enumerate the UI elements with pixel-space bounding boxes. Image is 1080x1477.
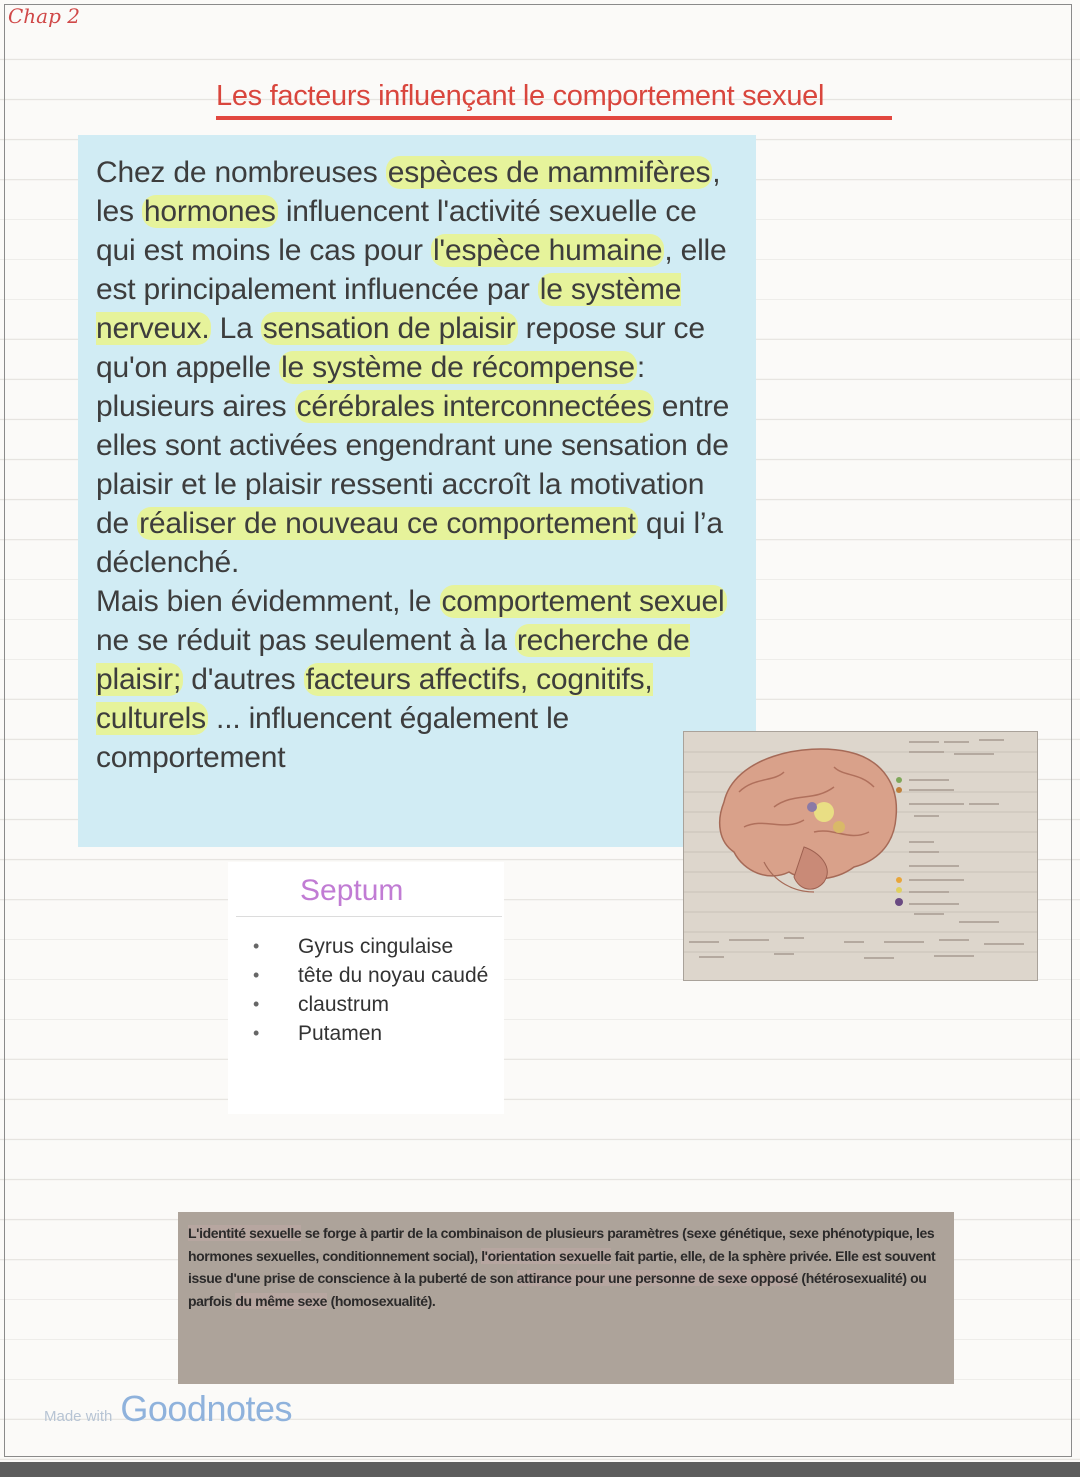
text-run: (homosexualité). bbox=[327, 1292, 436, 1309]
highlighted-phrase: comportement sexuel bbox=[441, 585, 725, 618]
text-run: , elle est principalement influencée par bbox=[96, 234, 727, 306]
bullet-icon: • bbox=[253, 936, 260, 956]
note-divider bbox=[236, 916, 502, 917]
highlighted-phrase: sensation de plaisir bbox=[262, 312, 516, 345]
brain-sketch-icon bbox=[684, 732, 1038, 981]
text-run: ... influencent également le comportement bbox=[96, 702, 570, 774]
text-run: fait partie, elle, de la sphère privée. Elle est souvent issue d'une prise de conscience à la puberté de son bbox=[188, 1247, 936, 1286]
text-run: influencent l'activité sexuelle ce qui est moins le cas pour bbox=[96, 195, 697, 267]
highlighted-phrase: du même sexe bbox=[235, 1292, 328, 1309]
highlighted-phrase: espèces de mammifères bbox=[387, 156, 711, 189]
brain-diagram-photo bbox=[683, 731, 1038, 981]
list-item: • Putamen bbox=[298, 1019, 498, 1048]
highlighted-phrase: L'identité sexuelle bbox=[188, 1225, 302, 1241]
identity-paragraph bbox=[188, 1222, 958, 1312]
text-run: , les bbox=[96, 156, 721, 228]
text-run: ne se réduit pas seulement à la bbox=[96, 624, 515, 657]
bullet-icon: • bbox=[253, 994, 260, 1014]
text-run: : plusieurs aires bbox=[96, 351, 645, 423]
list-item: • tête du noyau caudé bbox=[298, 961, 498, 990]
septum-note-list bbox=[253, 932, 498, 1048]
highlighted-phrase: le système de récompense bbox=[281, 351, 635, 384]
highlighted-phrase: recherche de plaisir; bbox=[96, 624, 690, 696]
text-run: Mais bien évidemment, le bbox=[96, 585, 440, 618]
highlighted-phrase: l'orientation sexuelle bbox=[481, 1247, 612, 1264]
highlighted-phrase: l'espèce humaine bbox=[432, 234, 663, 267]
highlighted-phrase: attirance pour une personne de sexe opposé bbox=[516, 1270, 798, 1286]
chapter-label: Chap 2 bbox=[8, 4, 80, 28]
highlighted-phrase: hormones bbox=[143, 195, 276, 228]
text-run: (hétérosexualité) ou parfois bbox=[188, 1270, 927, 1309]
highlighted-phrase: facteurs affectifs, cognitifs, culturels bbox=[96, 663, 653, 735]
made-with-label: Made with bbox=[44, 1408, 113, 1425]
page-title: Les facteurs influençant le comportement sexuel bbox=[216, 80, 825, 112]
goodnotes-logo: Goodnotes bbox=[120, 1388, 293, 1429]
text-run: qui l’a déclenché. bbox=[96, 507, 723, 579]
highlighted-phrase: le système nerveux. bbox=[96, 273, 682, 345]
text-run: d'autres bbox=[183, 663, 304, 696]
list-item: • claustrum bbox=[298, 990, 498, 1019]
footer-branding bbox=[44, 1388, 292, 1430]
highlighted-phrase: cérébrales interconnectées bbox=[296, 390, 652, 423]
main-paragraph bbox=[96, 153, 736, 777]
text-run: se forge à partir de la combinaison de plusieurs paramètres (sexe génétique, sexe phénotypique, les hormones sexuelles, conditionnement social), bbox=[188, 1225, 935, 1264]
septum-note-title: Septum bbox=[300, 874, 404, 907]
text-run: repose sur ce qu'on appelle bbox=[96, 312, 705, 384]
title-underline bbox=[216, 116, 892, 120]
list-item: • Gyrus cingulaise bbox=[298, 932, 498, 961]
text-run: La bbox=[211, 312, 261, 345]
bullet-icon: • bbox=[253, 965, 260, 985]
highlighted-phrase: réaliser de nouveau ce comportement bbox=[139, 507, 636, 540]
text-run: Chez de nombreuses bbox=[96, 156, 386, 189]
bullet-icon: • bbox=[253, 1023, 260, 1043]
page-bottom-edge bbox=[0, 1462, 1080, 1477]
text-run: entre elles sont activées engendrant une sensation de plaisir et le plaisir ressenti accroît la motivation de bbox=[96, 390, 730, 540]
